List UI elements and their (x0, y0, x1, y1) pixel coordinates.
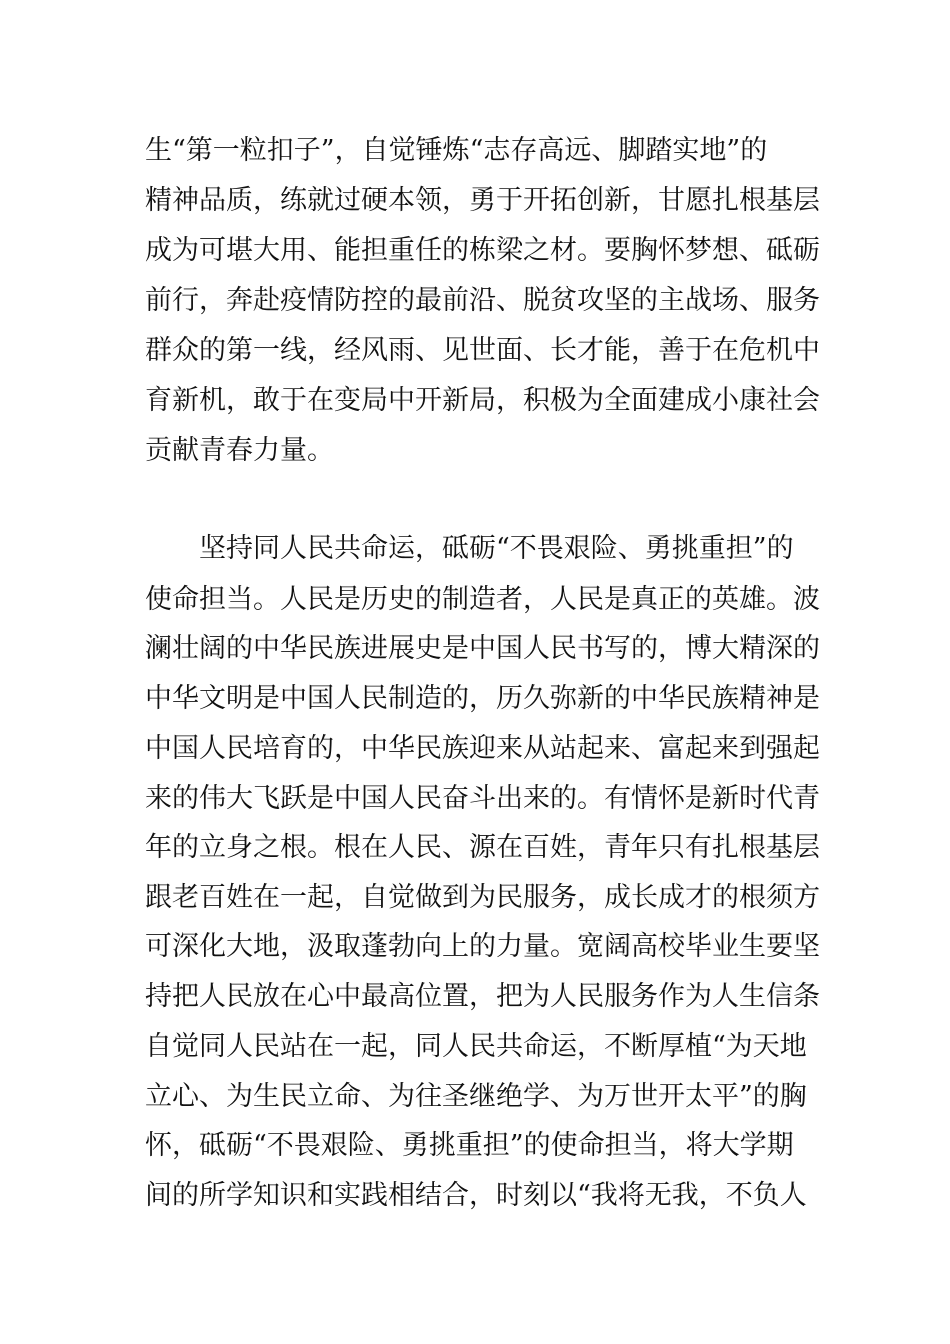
paragraph-line: 澜壮阔的中华民族进展史是中国人民书写的，博大精深的 (145, 633, 820, 664)
paragraph-line: 坚持同人民共命运，砥砺“不畏艰险、勇挑重担”的 (199, 533, 794, 564)
paragraph-line: 贡献青春力量。 (145, 435, 334, 466)
paragraph-line: 跟老百姓在一起，自觉做到为民服务，成长成才的根须方 (145, 882, 820, 913)
paragraph-line: 使命担当。人民是历史的制造者，人民是真正的英雄。波 (145, 584, 820, 615)
paragraph-line: 中华文明是中国人民制造的，历久弥新的中华民族精神是 (145, 683, 820, 714)
paragraph-line: 中国人民培育的，中华民族迎来从站起来、富起来到强起 (145, 733, 820, 764)
paragraph-line: 育新机，敢于在变局中开新局，积极为全面建成小康社会 (145, 385, 820, 416)
paragraph-line: 群众的第一线，经风雨、见世面、长才能，善于在危机中 (145, 335, 820, 366)
paragraph-line: 间的所学知识和实践相结合，时刻以“我将无我，不负人 (145, 1180, 807, 1211)
paragraph-line: 可深化大地，汲取蓬勃向上的力量。宽阔高校毕业生要坚 (145, 931, 820, 962)
paragraph-line: 成为可堪大用、能担重任的栋梁之材。要胸怀梦想、砥砺 (145, 235, 820, 266)
paragraph-line: 年的立身之根。根在人民、源在百姓，青年只有扎根基层 (145, 832, 820, 863)
paragraph-line: 自觉同人民站在一起，同人民共命运，不断厚植“为天地 (145, 1031, 807, 1062)
paragraph-line: 前行，奔赴疫情防控的最前沿、脱贫攻坚的主战场、服务 (145, 285, 820, 316)
paragraph-line: 立心、为生民立命、为往圣继绝学、为万世开太平”的胸 (145, 1081, 807, 1112)
paragraph-line: 精神品质，练就过硬本领，勇于开拓创新，甘愿扎根基层 (145, 185, 820, 216)
paragraph-line: 持把人民放在心中最高位置，把为人民服务作为人生信条 (145, 981, 820, 1012)
paragraph-line: 怀，砥砺“不畏艰险、勇挑重担”的使命担当，将大学期 (145, 1130, 794, 1161)
paragraph-line: 来的伟大飞跃是中国人民奋斗出来的。有情怀是新时代青 (145, 783, 820, 814)
paragraph-line: 生“第一粒扣子”，自觉锤炼“志存高远、脚踏实地”的 (145, 135, 768, 166)
